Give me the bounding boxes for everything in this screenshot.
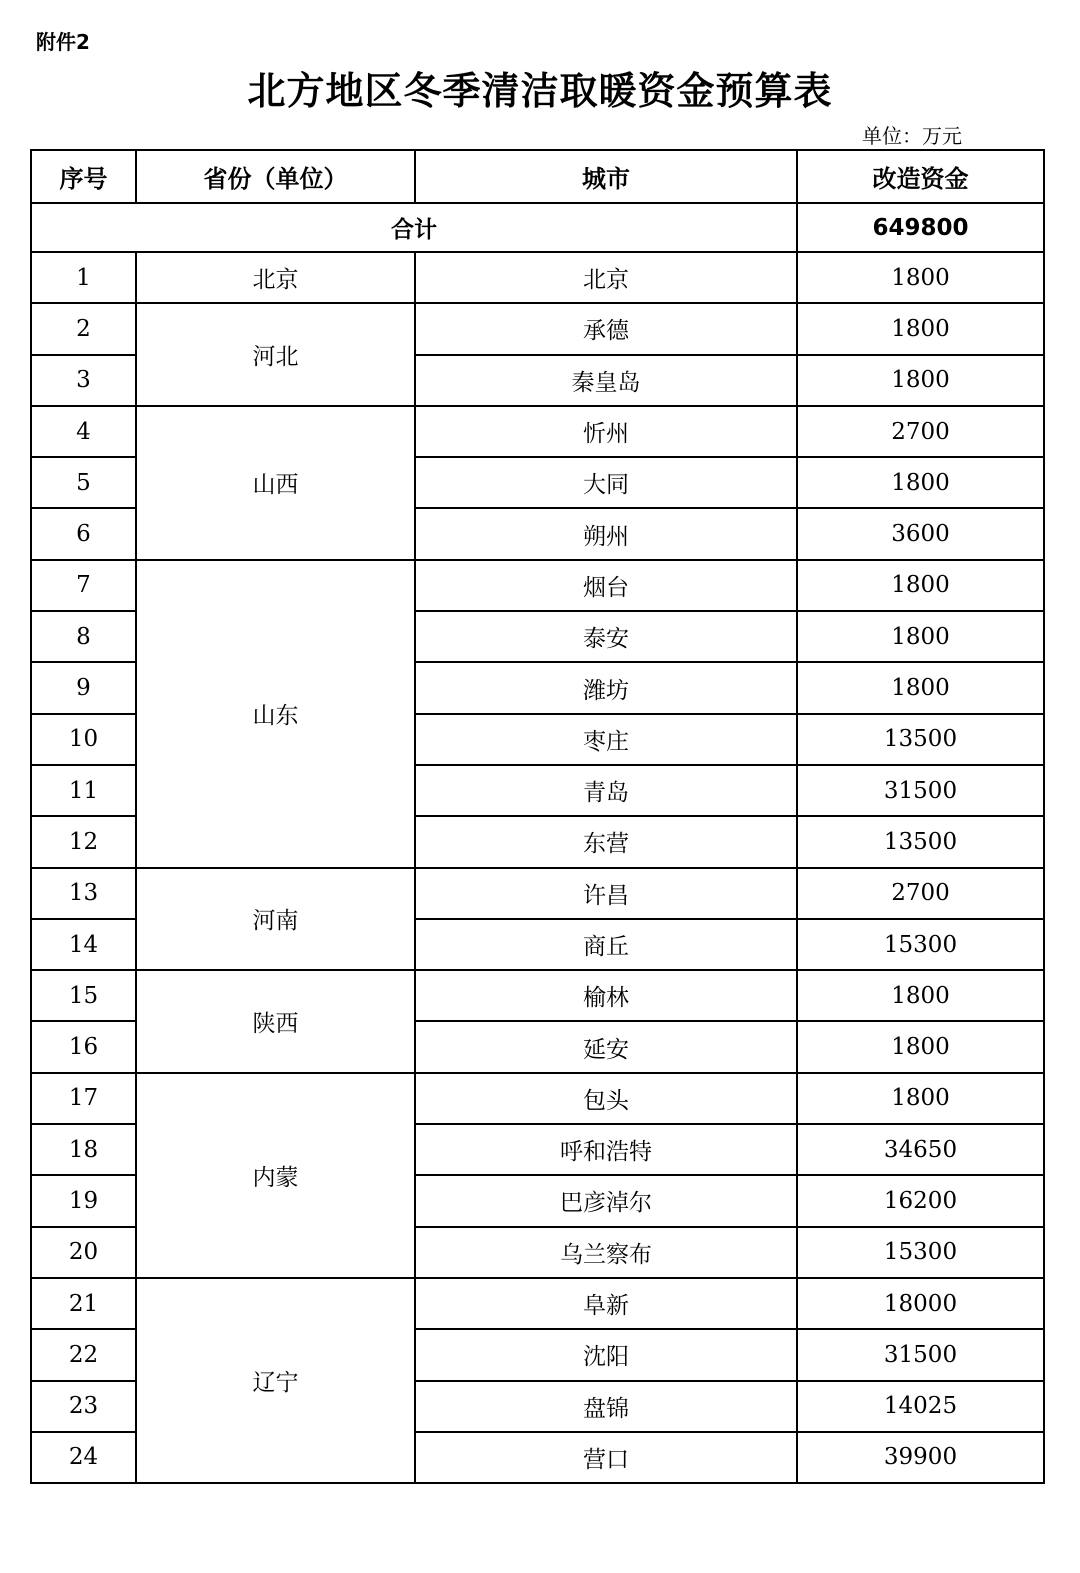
province-cell: 河南 — [136, 868, 415, 971]
city-cell: 秦皇岛 — [415, 355, 797, 406]
city-cell: 盘锦 — [415, 1381, 797, 1432]
city-cell: 榆林 — [415, 970, 797, 1021]
province-cell: 辽宁 — [136, 1278, 415, 1483]
province-cell: 北京 — [136, 252, 415, 303]
table-body — [31, 203, 1044, 1483]
amount-cell: 34650 — [797, 1124, 1044, 1175]
amount-cell: 1800 — [797, 252, 1044, 303]
serial-number-cell: 14 — [31, 919, 136, 970]
city-cell: 忻州 — [415, 406, 797, 457]
city-cell: 包头 — [415, 1073, 797, 1124]
province-cell: 陕西 — [136, 970, 415, 1073]
amount-cell: 15300 — [797, 1227, 1044, 1278]
city-cell: 潍坊 — [415, 662, 797, 713]
serial-number-cell: 22 — [31, 1329, 136, 1380]
city-cell: 乌兰察布 — [415, 1227, 797, 1278]
amount-cell: 13500 — [797, 816, 1044, 867]
amount-cell: 1800 — [797, 970, 1044, 1021]
province-cell: 山西 — [136, 406, 415, 560]
header-city: 城市 — [415, 150, 797, 203]
serial-number-cell: 24 — [31, 1432, 136, 1483]
serial-number-cell: 11 — [31, 765, 136, 816]
city-cell: 营口 — [415, 1432, 797, 1483]
city-cell: 东营 — [415, 816, 797, 867]
serial-number-cell: 7 — [31, 560, 136, 611]
city-cell: 承德 — [415, 303, 797, 354]
amount-cell: 2700 — [797, 868, 1044, 919]
city-cell: 商丘 — [415, 919, 797, 970]
amount-cell: 3600 — [797, 508, 1044, 559]
serial-number-cell: 2 — [31, 303, 136, 354]
city-cell: 许昌 — [415, 868, 797, 919]
amount-cell: 39900 — [797, 1432, 1044, 1483]
city-cell: 烟台 — [415, 560, 797, 611]
header-renovation-funds: 改造资金 — [797, 150, 1044, 203]
amount-cell: 1800 — [797, 355, 1044, 406]
header-row — [31, 150, 1044, 203]
serial-number-cell: 20 — [31, 1227, 136, 1278]
header-province: 省份（单位） — [136, 150, 415, 203]
amount-cell: 1800 — [797, 662, 1044, 713]
table-row — [31, 970, 1044, 1021]
serial-number-cell: 21 — [31, 1278, 136, 1329]
serial-number-cell: 17 — [31, 1073, 136, 1124]
amount-cell: 16200 — [797, 1175, 1044, 1226]
total-value: 649800 — [797, 203, 1044, 252]
city-cell: 泰安 — [415, 611, 797, 662]
serial-number-cell: 16 — [31, 1021, 136, 1072]
amount-cell: 1800 — [797, 611, 1044, 662]
total-label: 合计 — [31, 203, 797, 252]
amount-cell: 31500 — [797, 1329, 1044, 1380]
city-cell: 枣庄 — [415, 714, 797, 765]
serial-number-cell: 12 — [31, 816, 136, 867]
amount-cell: 1800 — [797, 560, 1044, 611]
city-cell: 北京 — [415, 252, 797, 303]
table-row — [31, 1073, 1044, 1124]
serial-number-cell: 23 — [31, 1381, 136, 1432]
province-cell: 河北 — [136, 303, 415, 406]
amount-cell: 2700 — [797, 406, 1044, 457]
amount-cell: 14025 — [797, 1381, 1044, 1432]
budget-table — [30, 149, 1045, 1484]
province-cell: 内蒙 — [136, 1073, 415, 1278]
page-title: 北方地区冬季清洁取暖资金预算表 — [247, 69, 833, 113]
amount-cell: 1800 — [797, 303, 1044, 354]
city-cell: 沈阳 — [415, 1329, 797, 1380]
serial-number-cell: 8 — [31, 611, 136, 662]
table-row — [31, 406, 1044, 457]
serial-number-cell: 9 — [31, 662, 136, 713]
city-cell: 呼和浩特 — [415, 1124, 797, 1175]
header-serial-number: 序号 — [31, 150, 136, 203]
amount-cell: 15300 — [797, 919, 1044, 970]
city-cell: 延安 — [415, 1021, 797, 1072]
attachment-label: 附件2 — [36, 30, 90, 54]
serial-number-cell: 18 — [31, 1124, 136, 1175]
total-row — [31, 203, 1044, 252]
serial-number-cell: 3 — [31, 355, 136, 406]
table-row — [31, 560, 1044, 611]
amount-cell: 1800 — [797, 1073, 1044, 1124]
city-cell: 大同 — [415, 457, 797, 508]
province-cell: 山东 — [136, 560, 415, 868]
table-row — [31, 252, 1044, 303]
serial-number-cell: 10 — [31, 714, 136, 765]
serial-number-cell: 15 — [31, 970, 136, 1021]
unit-label: 单位：万元 — [862, 124, 962, 148]
serial-number-cell: 1 — [31, 252, 136, 303]
amount-cell: 18000 — [797, 1278, 1044, 1329]
table-row — [31, 303, 1044, 354]
city-cell: 朔州 — [415, 508, 797, 559]
amount-cell: 1800 — [797, 457, 1044, 508]
city-cell: 阜新 — [415, 1278, 797, 1329]
table-row — [31, 1278, 1044, 1329]
serial-number-cell: 5 — [31, 457, 136, 508]
serial-number-cell: 4 — [31, 406, 136, 457]
serial-number-cell: 19 — [31, 1175, 136, 1226]
table-row — [31, 868, 1044, 919]
amount-cell: 1800 — [797, 1021, 1044, 1072]
amount-cell: 13500 — [797, 714, 1044, 765]
city-cell: 巴彦淖尔 — [415, 1175, 797, 1226]
amount-cell: 31500 — [797, 765, 1044, 816]
serial-number-cell: 6 — [31, 508, 136, 559]
serial-number-cell: 13 — [31, 868, 136, 919]
city-cell: 青岛 — [415, 765, 797, 816]
